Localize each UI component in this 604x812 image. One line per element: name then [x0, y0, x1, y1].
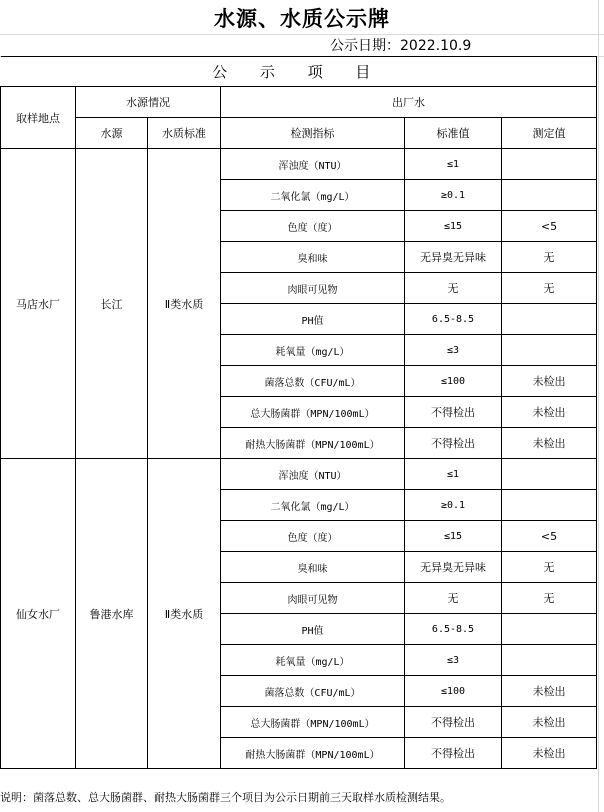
standard-value-cell: ≥0.1: [405, 180, 502, 211]
standard-value-cell: 不得检出: [405, 707, 502, 738]
standard-value-cell: ≥0.1: [405, 490, 502, 521]
standard-value-cell: ≤15: [405, 521, 502, 552]
standard-value-cell: ≤1: [405, 459, 502, 490]
indicator-cell: 色度（度）: [221, 211, 405, 242]
measured-value-cell: 未检出: [502, 738, 597, 769]
indicator-cell: 总大肠菌群（MPN/100mL）: [221, 707, 405, 738]
measured-value-cell: [502, 304, 597, 335]
water-quality-table: [0, 56, 597, 769]
header-measured-value: 测定值: [502, 118, 597, 149]
header-water-source-info: 水源情况: [76, 87, 221, 118]
publish-date: 公示日期：2022.10.9: [330, 38, 472, 54]
table-row: [1, 149, 597, 180]
indicator-cell: 菌落总数（CFU/mL）: [221, 366, 405, 397]
indicator-cell: 总大肠菌群（MPN/100mL）: [221, 397, 405, 428]
measured-value-cell: [502, 614, 597, 645]
standard-value-cell: 不得检出: [405, 428, 502, 459]
page-title: 水源、水质公示牌: [214, 7, 390, 31]
header-indicator: 检测指标: [221, 118, 405, 149]
indicator-cell: 臭和味: [221, 242, 405, 273]
standard-value-cell: 6.5-8.5: [405, 614, 502, 645]
sampling-site-cell: 仙女水厂: [1, 459, 76, 769]
quality-standard-cell: Ⅱ类水质: [148, 459, 221, 769]
source-cell: 鲁港水库: [76, 459, 148, 769]
header-outlet-water: 出厂水: [221, 87, 597, 118]
standard-value-cell: 不得检出: [405, 397, 502, 428]
grid-line: [598, 0, 599, 812]
standard-value-cell: 无: [405, 583, 502, 614]
standard-value-cell: 无: [405, 273, 502, 304]
indicator-cell: 耐热大肠菌群（MPN/100mL）: [221, 428, 405, 459]
measured-value-cell: 未检出: [502, 428, 597, 459]
standard-value-cell: ≤15: [405, 211, 502, 242]
standard-value-cell: ≤100: [405, 366, 502, 397]
measured-value-cell: [502, 180, 597, 211]
indicator-cell: 耐热大肠菌群（MPN/100mL）: [221, 738, 405, 769]
indicator-cell: 浑浊度（NTU）: [221, 459, 405, 490]
indicator-cell: 肉眼可见物: [221, 273, 405, 304]
standard-value-cell: ≤100: [405, 676, 502, 707]
indicator-cell: 肉眼可见物: [221, 583, 405, 614]
measured-value-cell: 未检出: [502, 366, 597, 397]
footnote: 说明：菌落总数、总大肠菌群、耐热大肠菌群三个项目为公示日期前三天取样水质检测结果。: [0, 791, 451, 804]
measured-value-cell: [502, 459, 597, 490]
measured-value-cell: [502, 645, 597, 676]
header-quality-standard: 水质标准: [148, 118, 221, 149]
measured-value-cell: [502, 490, 597, 521]
header-source: 水源: [76, 118, 148, 149]
standard-value-cell: 无异臭无异味: [405, 552, 502, 583]
indicator-cell: 浑浊度（NTU）: [221, 149, 405, 180]
indicator-cell: 耗氧量（mg/L）: [221, 335, 405, 366]
measured-value-cell: 无: [502, 242, 597, 273]
indicator-cell: 菌落总数（CFU/mL）: [221, 676, 405, 707]
indicator-cell: 二氧化氯（mg/L）: [221, 180, 405, 211]
standard-value-cell: ≤3: [405, 645, 502, 676]
standard-value-cell: 无异臭无异味: [405, 242, 502, 273]
measured-value-cell: 未检出: [502, 707, 597, 738]
standard-value-cell: 6.5-8.5: [405, 304, 502, 335]
indicator-cell: 臭和味: [221, 552, 405, 583]
standard-value-cell: ≤1: [405, 149, 502, 180]
measured-value-cell: <5: [502, 211, 597, 242]
sampling-site-cell: 马店水厂: [1, 149, 76, 459]
measured-value-cell: 无: [502, 552, 597, 583]
header-sampling-site: 取样地点: [1, 87, 76, 149]
indicator-cell: 耗氧量（mg/L）: [221, 645, 405, 676]
measured-value-cell: 未检出: [502, 676, 597, 707]
standard-value-cell: ≤3: [405, 335, 502, 366]
publish-items-label: 公 示 项 目: [1, 57, 597, 87]
table-row: [1, 459, 597, 490]
measured-value-cell: [502, 335, 597, 366]
measured-value-cell: 无: [502, 273, 597, 304]
header-standard-value: 标准值: [405, 118, 502, 149]
measured-value-cell: [502, 149, 597, 180]
indicator-cell: 二氧化氯（mg/L）: [221, 490, 405, 521]
indicator-cell: PH值: [221, 614, 405, 645]
source-cell: 长江: [76, 149, 148, 459]
indicator-cell: PH值: [221, 304, 405, 335]
measured-value-cell: 无: [502, 583, 597, 614]
standard-value-cell: 不得检出: [405, 738, 502, 769]
grid-line: [0, 34, 604, 35]
indicator-cell: 色度（度）: [221, 521, 405, 552]
measured-value-cell: 未检出: [502, 397, 597, 428]
quality-standard-cell: Ⅱ类水质: [148, 149, 221, 459]
measured-value-cell: <5: [502, 521, 597, 552]
